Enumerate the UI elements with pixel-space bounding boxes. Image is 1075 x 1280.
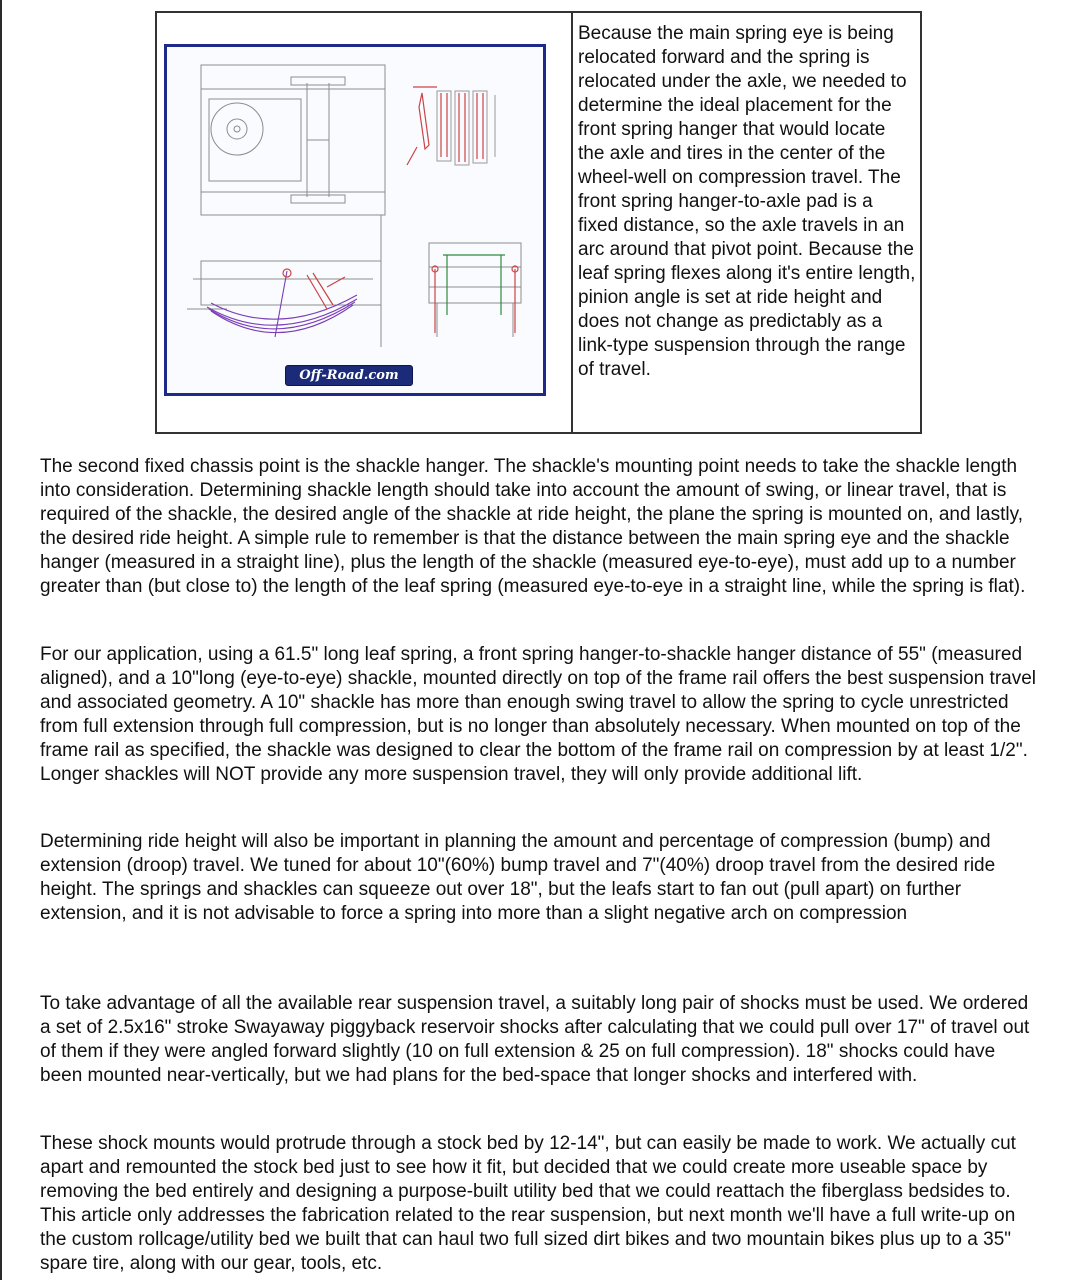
- figure-table: [155, 11, 922, 434]
- paragraph-ride-height: Determining ride height will also be important in planning the amount and percentage of compression (bump) and extension (droop) travel. We tuned for about 10"(60%) bump travel and 7"(40%) droop travel from the desired ride height. The springs and shackles can squeeze out over 18", but the leafs start to fan out (pull apart) on further extension, and it is not advisable to force a spring into more than a slight negative arch on compression: [40, 831, 996, 924]
- off-road-logo: Off-Road.com: [285, 365, 413, 386]
- figure-caption: Because the main spring eye is being relocated forward and the spring is relocated under the axle, we needed to determine the ideal placement for the front spring hanger that would locate the axle and tires in the center of the wheel-well on compression travel. The front spring hanger-to-axle pad is a fixed distance, so the axle travels in an arc around that pivot point. Because the leaf spring flexes along it's entire length, pinion angle is set at ride height and does not change as predictably as a link-type suspension through the range of travel.: [578, 23, 916, 380]
- paragraph-application: For our application, using a 61.5" long leaf spring, a front spring hanger-to-shackle hanger distance of 55" (measured aligned), and a 10"long (eye-to-eye) shackle, mounted directly on top of the frame rail offers the best suspension travel and associated geometry. A 10" shackle has more than enough swing travel to allow the spring to cycle unrestricted from full extension through full compression, but is no longer than absolutely necessary. When mounted on top of the frame rail as specified, the shackle was designed to clear the bottom of the frame rail on compression by at least 1/2". Longer shackles will NOT provide any more suspension travel, they will only provide additional lift.: [40, 644, 1037, 785]
- figure-image-cell: [157, 13, 573, 432]
- cad-drawing: [167, 47, 543, 393]
- suspension-cad-diagram: [164, 44, 546, 396]
- left-border: [0, 0, 2, 1280]
- paragraph-shocks: To take advantage of all the available rear suspension travel, a suitably long pair of shocks must be used. We ordered a set of 2.5x16" stroke Swayaway piggyback reservoir shocks after calculating that we could pull over 17" of travel out of them if they were angled forward slightly (10 on full extension & 25 on full compression). 18" shocks could have been mounted near-vertically, but we had plans for the bed-space that longer shocks and interfered with.: [40, 993, 1030, 1086]
- paragraph-shock-mounts: These shock mounts would protrude through a stock bed by 12-14", but can easily be made to work. We actually cut apart and remounted the stock bed just to see how it fit, but decided that we could create more useable space by removing the bed entirely and designing a purpose-built utility bed that we could reattach the fiberglass bedsides to. This article only addresses the fabrication related to the rear suspension, but next month we'll have a full write-up on the custom rollcage/utility bed we built that can haul two full sized dirt bikes and two mountain bikes plus up to a 35" spare tire, along with our gear, tools, etc.: [40, 1133, 1016, 1274]
- paragraph-shackle-hanger: The second fixed chassis point is the shackle hanger. The shackle's mounting point needs to take the shackle length into consideration. Determining shackle length should take into account the amount of swing, or linear travel, that is required of the shackle, the desired angle of the shackle at ride height, the plane the spring is mounted on, and lastly, the desired ride height. A simple rule to remember is that the distance between the main spring eye and the shackle hanger (measured in a straight line), plus the length of the shackle (measured eye-to-eye), must add up to a number greater than (but close to) the length of the leaf spring (measured eye-to-eye in a straight line, while the spring is flat).: [40, 456, 1026, 597]
